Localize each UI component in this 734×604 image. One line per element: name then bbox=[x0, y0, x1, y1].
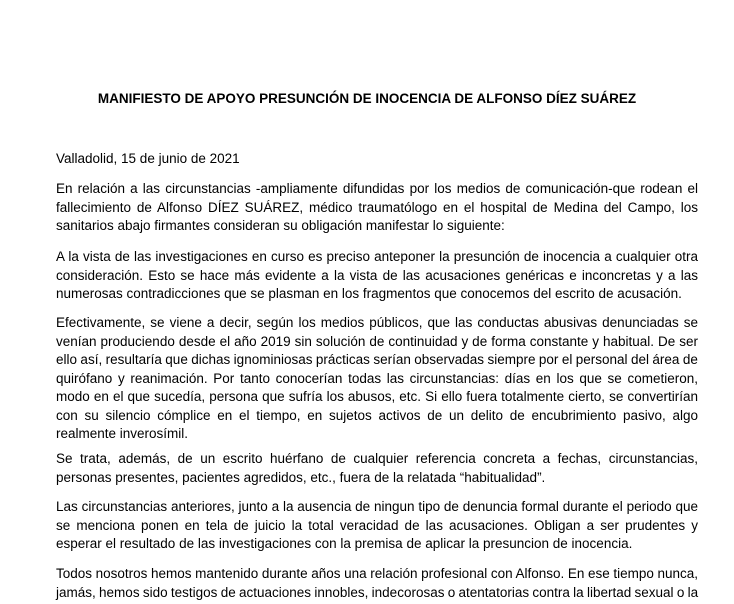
paragraph-line: Las circunstancias anteriores, junto a la ausencia de ningun tipo de denuncia formal durante el periodo que bbox=[56, 499, 698, 514]
paragraph-line: ello así, resultaría que dichas ignominiosas prácticas serían observadas siempre por el personal del área de bbox=[56, 352, 698, 367]
paragraph-line: venían produciendo desde el año 2019 sin solución de continuidad y de forma constante y habitual. De ser bbox=[56, 333, 698, 349]
paragraph-line: Todos nosotros hemos mantenido durante años una relación profesional con Alfonso. En ese tiempo nunca, bbox=[56, 566, 699, 581]
paragraph-4 bbox=[56, 450, 698, 487]
paragraph-line: personas presentes, pacientes agredidos, etc., fuera de la relatada “habitualidad”. bbox=[56, 469, 546, 485]
paragraph-2 bbox=[56, 248, 698, 304]
paragraph-line: numerosas contradicciones que se plasman en los fragmentos que conocemos del escrito de acusación. bbox=[56, 286, 682, 301]
paragraph-line: fallecimiento de Alfonso DÍEZ SUÁREZ, médico traumatólogo en el hospital de Medina del Campo, los bbox=[56, 199, 698, 215]
paragraph-line: sanitarios abajo firmantes consideran su obligación manifestar lo siguiente: bbox=[56, 218, 505, 233]
paragraph-6 bbox=[56, 565, 698, 602]
paragraph-line: Efectivamente, se viene a decir, según los medios públicos, que las conductas abusivas denunciadas se bbox=[56, 315, 698, 330]
paragraph-line: consideración. Esto se hace más evidente a la vista de las acusaciones genéricas e inconcretas y a las bbox=[56, 267, 698, 283]
paragraph-line: esperar el resultado de las investigaciones con la premisa de aplicar la presuncion de inocencia. bbox=[56, 536, 633, 551]
paragraph-line: En relación a las circunstancias -ampliamente difundidas por los medios de comunicación-que rodean el bbox=[56, 181, 698, 196]
document-title: MANIFIESTO DE APOYO PRESUNCIÓN DE INOCENCIA DE ALFONSO DÍEZ SUÁREZ bbox=[97, 91, 637, 106]
paragraph-5 bbox=[56, 498, 698, 554]
paragraph-3 bbox=[56, 314, 698, 444]
paragraph-line: realmente inverosímil. bbox=[56, 426, 189, 441]
paragraph-line: con su silencio cómplice en el tiempo, en sujetos activos de un delito de encubrimiento pasivo, algo bbox=[56, 407, 698, 423]
paragraph-1 bbox=[56, 180, 698, 236]
paragraph-line: jamás, hemos sido testigos de actuaciones innobles, indecorosas o atentatorias contra la libertad sexual o la bbox=[56, 584, 699, 600]
paragraph-line: Se trata, además, de un escrito huérfano de cualquier referencia concreta a fechas, circunstancias, bbox=[56, 451, 698, 466]
paragraph-line: modo en el que sucedía, persona que sufría los abusos, etc. Si ello fuera totalmente cierto, se convertirían bbox=[56, 389, 698, 404]
paragraph-line: A la vista de las investigaciones en curso es preciso anteponer la presunción de inocencia a cualquier otra bbox=[56, 249, 698, 264]
paragraph-line: se menciona ponen en tela de juicio la total veracidad de las acusaciones. Obligan a ser prudentes y bbox=[56, 517, 698, 533]
date-line: Valladolid, 15 de junio de 2021 bbox=[56, 151, 240, 166]
paragraph-line: quirófano y reanimación. Por tanto conocerían todas las circunstancias: días en los que se cometieron, bbox=[56, 370, 698, 386]
